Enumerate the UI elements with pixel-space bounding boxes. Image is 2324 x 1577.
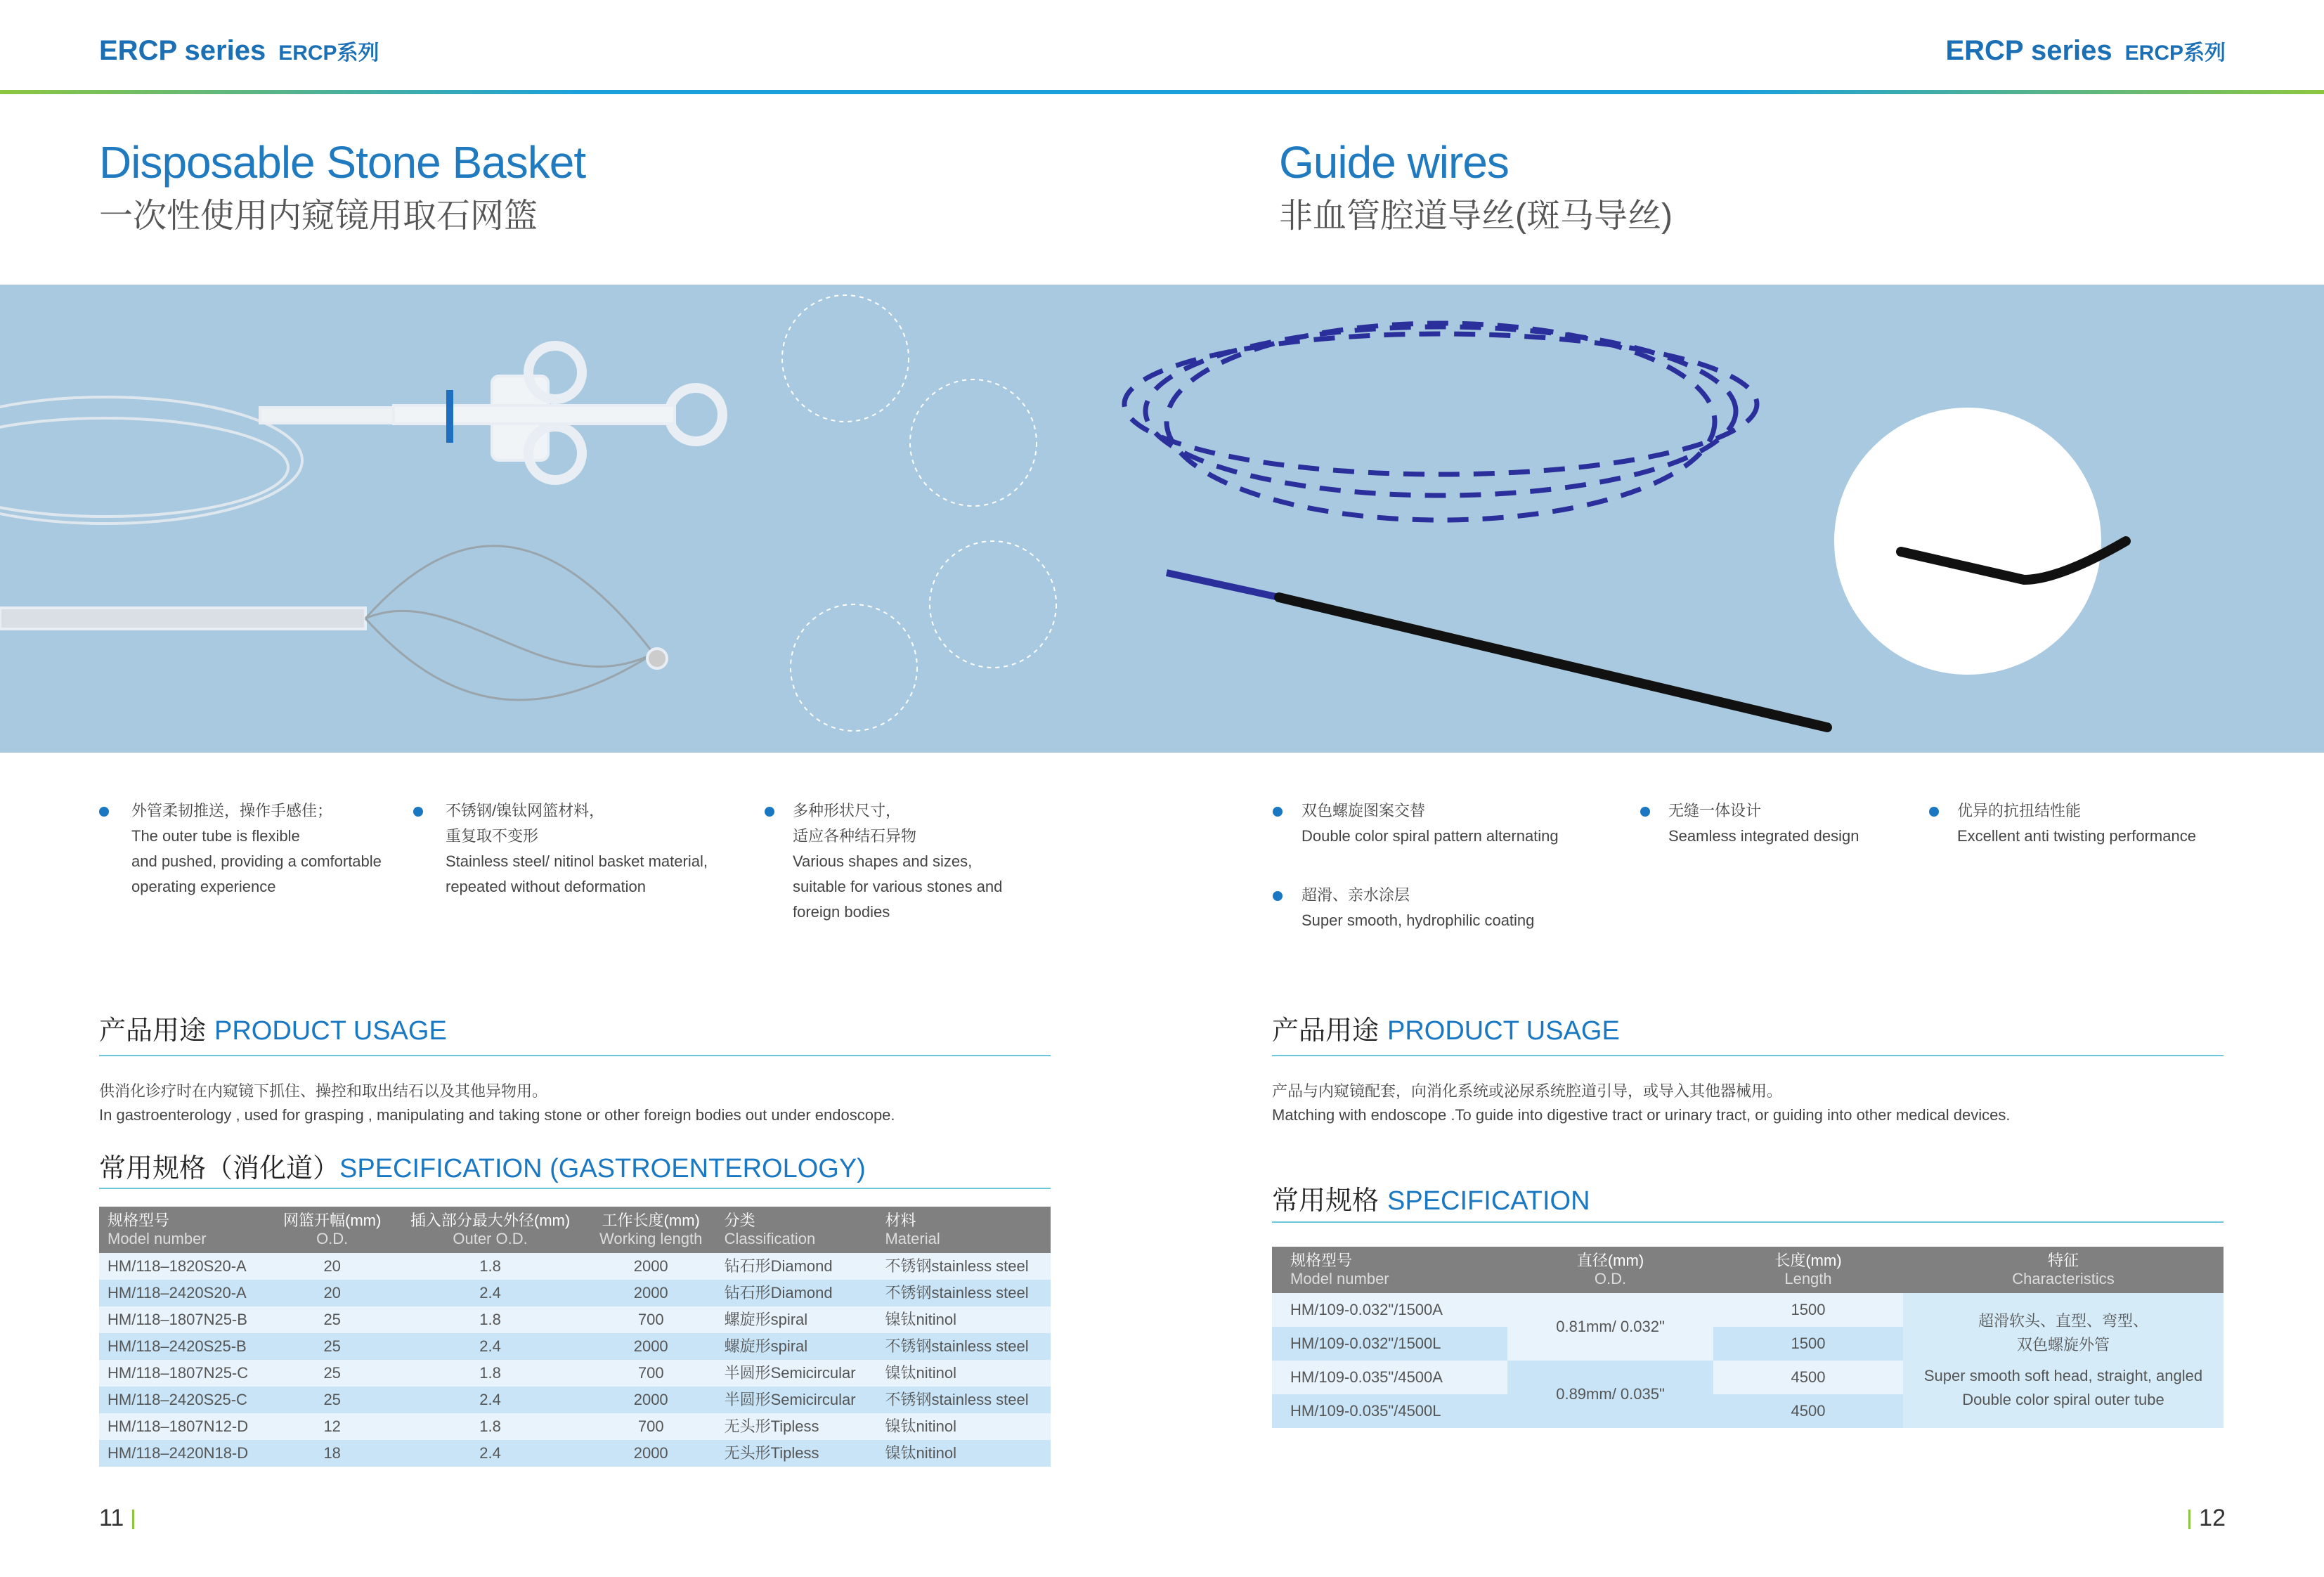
col-header bbox=[99, 1207, 270, 1253]
table-cell: 18 bbox=[270, 1440, 394, 1467]
table-cell: 镍钛nitinol bbox=[876, 1440, 1051, 1467]
feature-cn: 重复取不变形 bbox=[446, 827, 539, 845]
section-underline bbox=[1272, 1055, 2224, 1056]
table-cell: 25 bbox=[270, 1360, 394, 1387]
table-cell: 不锈钢stainless steel bbox=[876, 1253, 1051, 1280]
heading-cn: 产品用途 bbox=[99, 1016, 207, 1046]
table-cell: HM/118–2420S25-B bbox=[99, 1333, 270, 1360]
table-row bbox=[99, 1387, 1051, 1413]
heading-cn: 常用规格 bbox=[1272, 1186, 1380, 1216]
usage-en: In gastroenterology , used for grasping , manipulating and taking stone or other foreign bodies out under endoscope. bbox=[99, 1106, 895, 1124]
char-en: Super smooth soft head, straight, angled bbox=[1923, 1367, 2203, 1384]
feature-en: Super smooth, hydrophilic coating bbox=[1301, 911, 1535, 929]
product-illustration bbox=[0, 285, 2324, 753]
table-cell: 2.4 bbox=[394, 1387, 586, 1413]
page-number: 11 bbox=[99, 1505, 124, 1531]
heading-en: SPECIFICATION (GASTROENTEROLOGY) bbox=[339, 1154, 866, 1183]
page-number: 12 bbox=[2199, 1505, 2226, 1531]
heading-cn: 常用规格（消化道） bbox=[99, 1154, 340, 1183]
table-row bbox=[1272, 1293, 2224, 1327]
spec-table-guidewire bbox=[1272, 1247, 2224, 1428]
table-cell: 2.4 bbox=[394, 1333, 586, 1360]
product-image-band bbox=[0, 285, 2324, 753]
feature-item bbox=[793, 798, 1088, 925]
table-cell: 无头形Tipless bbox=[716, 1413, 877, 1440]
col-header bbox=[1272, 1247, 1507, 1293]
section-heading-usage bbox=[1272, 1015, 1620, 1046]
table-cell: 2.4 bbox=[394, 1440, 586, 1467]
header-cn: 直径(mm) bbox=[1576, 1252, 1644, 1269]
section-heading-spec bbox=[1272, 1186, 1590, 1216]
header-en: Classification bbox=[724, 1230, 816, 1247]
feature-en: and pushed, providing a comfortable bbox=[131, 852, 382, 870]
bullet-icon bbox=[1273, 891, 1283, 901]
header-en: O.D. bbox=[316, 1230, 349, 1247]
feature-item bbox=[131, 798, 427, 900]
section-underline bbox=[99, 1188, 1051, 1189]
table-cell: 螺旋形spiral bbox=[716, 1333, 877, 1360]
section-heading-usage bbox=[99, 1015, 447, 1046]
table-cell: 1.8 bbox=[394, 1360, 586, 1387]
section-underline bbox=[99, 1055, 1051, 1056]
header-cn: 分类 bbox=[724, 1212, 755, 1229]
table-cell: HM/118–1820S20-A bbox=[99, 1253, 270, 1280]
feature-cn: 双色螺旋图案交替 bbox=[1301, 802, 1426, 819]
header-cn: 特征 bbox=[2047, 1252, 2079, 1269]
page-number-left bbox=[99, 1504, 143, 1532]
page-divider bbox=[2188, 1510, 2190, 1529]
header-en: Material bbox=[885, 1230, 940, 1247]
table-cell: 镍钛nitinol bbox=[876, 1306, 1051, 1333]
col-header bbox=[876, 1207, 1051, 1253]
char-cn: 超滑软头、直型、弯型、 bbox=[1978, 1312, 2148, 1330]
table-row bbox=[99, 1306, 1051, 1333]
product-title: Disposable Stone Basket bbox=[99, 137, 586, 188]
table-cell: 700 bbox=[586, 1360, 716, 1387]
table-row bbox=[99, 1280, 1051, 1306]
table-cell: 25 bbox=[270, 1387, 394, 1413]
feature-en: Excellent anti twisting performance bbox=[1957, 827, 2196, 845]
heading-cn: 产品用途 bbox=[1272, 1016, 1380, 1046]
char-en: Double color spiral outer tube bbox=[1962, 1391, 2164, 1408]
col-header bbox=[394, 1207, 586, 1253]
feature-cn: 适应各种结石异物 bbox=[793, 827, 917, 845]
col-header bbox=[586, 1207, 716, 1253]
feature-item bbox=[446, 798, 769, 900]
feature-cn: 多种形状尺寸， bbox=[793, 802, 902, 819]
feature-item bbox=[1301, 798, 1559, 849]
length-cell: 4500 bbox=[1713, 1394, 1903, 1428]
table-cell: HM/118–1807N25-B bbox=[99, 1306, 270, 1333]
header-en: Model number bbox=[108, 1230, 207, 1247]
header-right bbox=[1945, 35, 2226, 67]
header-cn: 网篮开幅(mm) bbox=[283, 1212, 382, 1229]
model-cell: HM/109-0.035"/4500A bbox=[1272, 1361, 1507, 1394]
col-header bbox=[1713, 1247, 1903, 1293]
heading-en: PRODUCT USAGE bbox=[1387, 1016, 1620, 1046]
feature-item bbox=[1957, 798, 2196, 849]
length-cell: 1500 bbox=[1713, 1327, 1903, 1361]
feature-cn: 超滑、亲水涂层 bbox=[1301, 886, 1410, 904]
table-cell: 钻石形Diamond bbox=[716, 1280, 877, 1306]
table-cell: 镍钛nitinol bbox=[876, 1413, 1051, 1440]
table-cell: 1.8 bbox=[394, 1306, 586, 1333]
table-row bbox=[99, 1360, 1051, 1387]
table-cell: HM/118–2420N18-D bbox=[99, 1440, 270, 1467]
table-cell: HM/118–2420S20-A bbox=[99, 1280, 270, 1306]
header-divider bbox=[0, 90, 2324, 94]
length-cell: 1500 bbox=[1713, 1293, 1903, 1327]
product-title: Guide wires bbox=[1279, 137, 1509, 188]
series-title-cn: ERCP系列 bbox=[278, 41, 379, 65]
table-cell: HM/118–1807N25-C bbox=[99, 1360, 270, 1387]
section-underline bbox=[1272, 1221, 2224, 1223]
header-cn: 规格型号 bbox=[1290, 1252, 1353, 1269]
table-cell: 镍钛nitinol bbox=[876, 1360, 1051, 1387]
bullet-icon bbox=[99, 807, 109, 817]
length-cell: 4500 bbox=[1713, 1361, 1903, 1394]
feature-en: repeated without deformation bbox=[446, 878, 646, 895]
section-heading-spec bbox=[99, 1153, 866, 1184]
table-cell: 2000 bbox=[586, 1440, 716, 1467]
table-cell: 1.8 bbox=[394, 1413, 586, 1440]
table-cell: 无头形Tipless bbox=[716, 1440, 877, 1467]
product-subtitle: 一次性使用内窥镜用取石网篮 bbox=[99, 197, 538, 235]
model-cell: HM/109-0.032"/1500L bbox=[1272, 1327, 1507, 1361]
feature-en: Various shapes and sizes, bbox=[793, 852, 973, 870]
spec-table-basket bbox=[99, 1207, 1051, 1467]
usage-cn: 产品与内窥镜配套，向消化系统或泌尿系统腔道引导，或导入其他器械用。 bbox=[1272, 1082, 1783, 1100]
feature-en: Stainless steel/ nitinol basket material, bbox=[446, 852, 708, 870]
characteristics-cell bbox=[1903, 1293, 2224, 1428]
product-subtitle: 非血管腔道导丝(斑马导丝) bbox=[1279, 197, 1673, 235]
table-cell: 1.8 bbox=[394, 1253, 586, 1280]
table-cell: 20 bbox=[270, 1253, 394, 1280]
header-cn: 插入部分最大外径(mm) bbox=[410, 1212, 571, 1229]
col-header bbox=[1903, 1247, 2224, 1293]
bullet-icon bbox=[1929, 807, 1939, 817]
table-cell: 2000 bbox=[586, 1333, 716, 1360]
feature-cn: 优异的抗扭结性能 bbox=[1957, 802, 2082, 819]
table-cell: 12 bbox=[270, 1413, 394, 1440]
usage-text bbox=[99, 1079, 895, 1127]
feature-cn: 无缝一体设计 bbox=[1668, 802, 1762, 819]
table-cell: 20 bbox=[270, 1280, 394, 1306]
table-cell: 2.4 bbox=[394, 1280, 586, 1306]
table-cell: 不锈钢stainless steel bbox=[876, 1280, 1051, 1306]
series-title: ERCP series bbox=[1945, 35, 2112, 66]
od-cell: 0.89mm/ 0.035" bbox=[1507, 1361, 1713, 1428]
table-row bbox=[99, 1333, 1051, 1360]
guide-wire-image bbox=[1124, 323, 2126, 727]
header-cn: 材料 bbox=[885, 1212, 916, 1229]
header-en: Length bbox=[1784, 1270, 1832, 1287]
od-cell: 0.81mm/ 0.032" bbox=[1507, 1293, 1713, 1361]
feature-en: Seamless integrated design bbox=[1668, 827, 1859, 845]
feature-en: operating experience bbox=[131, 878, 276, 895]
col-header bbox=[1507, 1247, 1713, 1293]
page-number-right bbox=[2180, 1504, 2226, 1532]
table-cell: 半圆形Semicircular bbox=[716, 1387, 877, 1413]
table-row bbox=[99, 1413, 1051, 1440]
heading-en: PRODUCT USAGE bbox=[214, 1016, 447, 1046]
stone-basket-image bbox=[0, 295, 1056, 731]
usage-cn: 供消化诊疗时在内窥镜下抓住、操控和取出结石以及其他异物用。 bbox=[99, 1082, 548, 1100]
header-cn: 工作长度(mm) bbox=[602, 1212, 700, 1229]
feature-en: suitable for various stones and bbox=[793, 878, 1003, 895]
table-cell: 700 bbox=[586, 1306, 716, 1333]
header-en: Model number bbox=[1290, 1270, 1389, 1287]
table-cell: 25 bbox=[270, 1333, 394, 1360]
model-cell: HM/109-0.035"/4500L bbox=[1272, 1394, 1507, 1428]
table-cell: 螺旋形spiral bbox=[716, 1306, 877, 1333]
table-cell: 2000 bbox=[586, 1253, 716, 1280]
feature-cn: 外管柔韧推送，操作手感佳； bbox=[131, 802, 333, 819]
feature-cn: 不锈钢/镍钛网篮材料， bbox=[446, 802, 605, 819]
table-cell: 2000 bbox=[586, 1280, 716, 1306]
header-en: O.D. bbox=[1594, 1270, 1627, 1287]
table-row bbox=[99, 1253, 1051, 1280]
table-row bbox=[99, 1440, 1051, 1467]
bullet-icon bbox=[413, 807, 423, 817]
series-title-cn: ERCP系列 bbox=[2124, 41, 2226, 65]
feature-item bbox=[1301, 883, 1534, 933]
table-cell: 钻石形Diamond bbox=[716, 1253, 877, 1280]
feature-en: Double color spiral pattern alternating bbox=[1301, 827, 1559, 845]
feature-en: The outer tube is flexible bbox=[131, 827, 300, 845]
usage-en: Matching with endoscope .To guide into digestive tract or urinary tract, or guiding into other medical devices. bbox=[1272, 1106, 2011, 1124]
table-cell: HM/118–1807N12-D bbox=[99, 1413, 270, 1440]
col-header bbox=[716, 1207, 877, 1253]
table-cell: HM/118–2420S25-C bbox=[99, 1387, 270, 1413]
table-cell: 700 bbox=[586, 1413, 716, 1440]
table-cell: 不锈钢stainless steel bbox=[876, 1333, 1051, 1360]
bullet-icon bbox=[1273, 807, 1283, 817]
header-en: Characteristics bbox=[2012, 1270, 2115, 1287]
header-left bbox=[99, 35, 379, 67]
feature-en: foreign bodies bbox=[793, 903, 890, 921]
header-en: Outer O.D. bbox=[453, 1230, 528, 1247]
table-cell: 25 bbox=[270, 1306, 394, 1333]
page-divider bbox=[132, 1510, 134, 1529]
model-cell: HM/109-0.032"/1500A bbox=[1272, 1293, 1507, 1327]
header-en: Working length bbox=[599, 1230, 703, 1247]
bullet-icon bbox=[1640, 807, 1650, 817]
bullet-icon bbox=[765, 807, 774, 817]
series-title: ERCP series bbox=[99, 35, 266, 66]
header-cn: 长度(mm) bbox=[1774, 1252, 1842, 1269]
table-cell: 不锈钢stainless steel bbox=[876, 1387, 1051, 1413]
feature-item bbox=[1668, 798, 1859, 849]
heading-en: SPECIFICATION bbox=[1387, 1186, 1590, 1216]
usage-text bbox=[1272, 1079, 2010, 1127]
header-cn: 规格型号 bbox=[108, 1212, 170, 1229]
char-cn: 双色螺旋外管 bbox=[2016, 1336, 2110, 1354]
table-cell: 2000 bbox=[586, 1387, 716, 1413]
table-cell: 半圆形Semicircular bbox=[716, 1360, 877, 1387]
col-header bbox=[270, 1207, 394, 1253]
